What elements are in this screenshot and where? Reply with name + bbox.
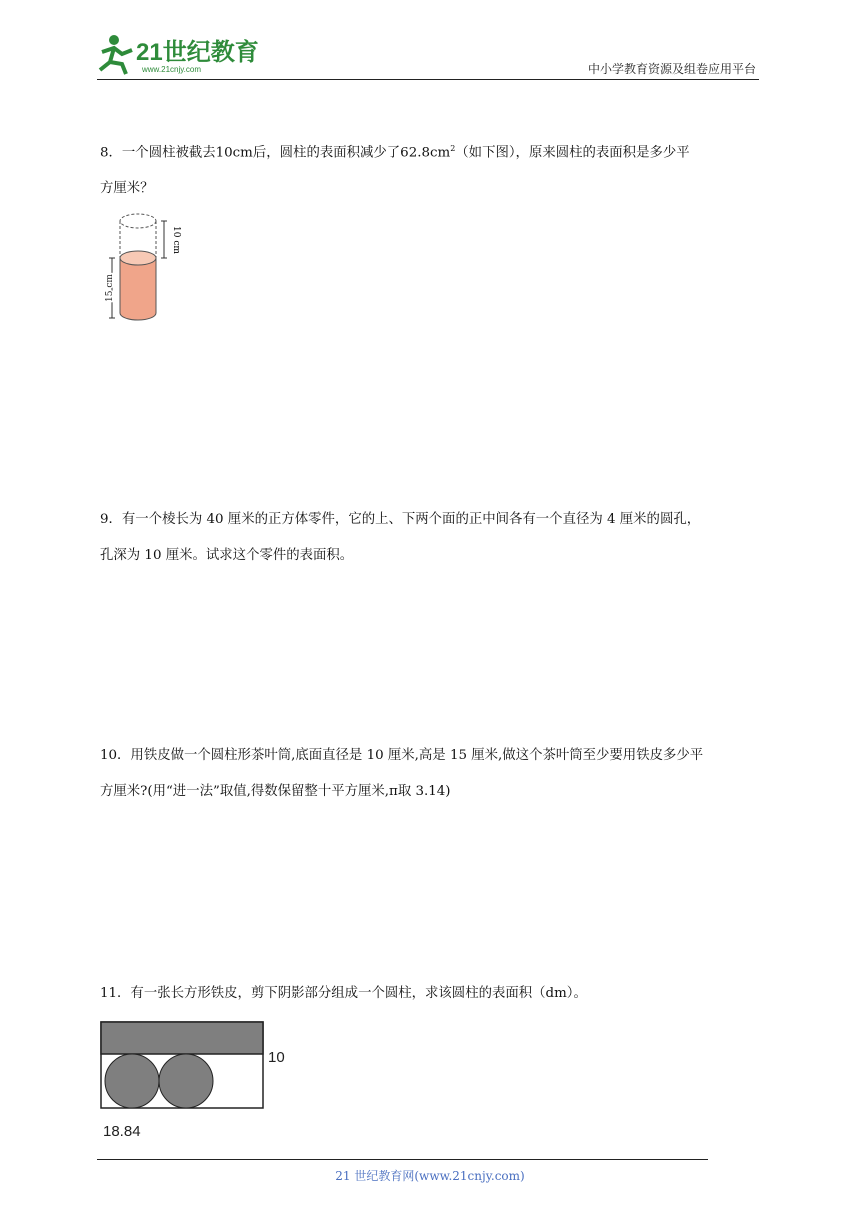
sheet-figure (98, 1018, 298, 1143)
question-8 (100, 131, 765, 207)
logo-text: 21世纪教育 (136, 39, 259, 66)
site-logo (92, 30, 262, 76)
question-10-line2: 方厘米?(用“进一法”取值,得数保留整十平方厘米,π取 3.14) (100, 784, 451, 799)
question-9-line1: 9．有一个棱长为 40 厘米的正方体零件，它的上、下两个面的正中间各有一个直径为 4 厘米的圆孔， (100, 512, 701, 527)
footer-link[interactable]: 21 世纪教育网(www.21cnjy.com) (335, 1169, 525, 1183)
width-label: 18.84 (103, 1123, 141, 1140)
dimension-10cm-label: 10 cm (171, 226, 181, 254)
logo-url: www.21cnjy.com (142, 65, 201, 74)
question-8-line1: 8．一个圆柱被截去10cm后，圆柱的表面积减少了$62.8cm^2$（如下图），原来圆柱的表面积是多少平 (100, 144, 690, 161)
question-9-line2: 孔深为 10 厘米。试求这个零件的表面积。 (100, 548, 354, 563)
runner-icon (100, 35, 132, 74)
height-label: 10 (268, 1049, 285, 1066)
platform-text: 中小学教育资源及组卷应用平台 (587, 62, 756, 76)
question-11 (100, 976, 765, 1012)
cylinder-figure (100, 208, 190, 328)
question-9 (100, 502, 765, 574)
dimension-15cm-label: 15 cm (105, 274, 115, 302)
question-10-line1: 10．用铁皮做一个圆柱形茶叶筒,底面直径是 10 厘米,高是 15 厘米,做这个茶叶筒至少要用铁皮多少平 (100, 748, 704, 763)
footer-divider (97, 1159, 708, 1160)
question-8-line2: 方厘米？ (100, 181, 154, 197)
question-10 (100, 738, 765, 810)
question-11-line1: 11．有一张长方形铁皮，剪下阴影部分组成一个圆柱，求该圆柱的表面积（dm）。 (100, 986, 587, 1001)
header-divider (97, 79, 759, 80)
